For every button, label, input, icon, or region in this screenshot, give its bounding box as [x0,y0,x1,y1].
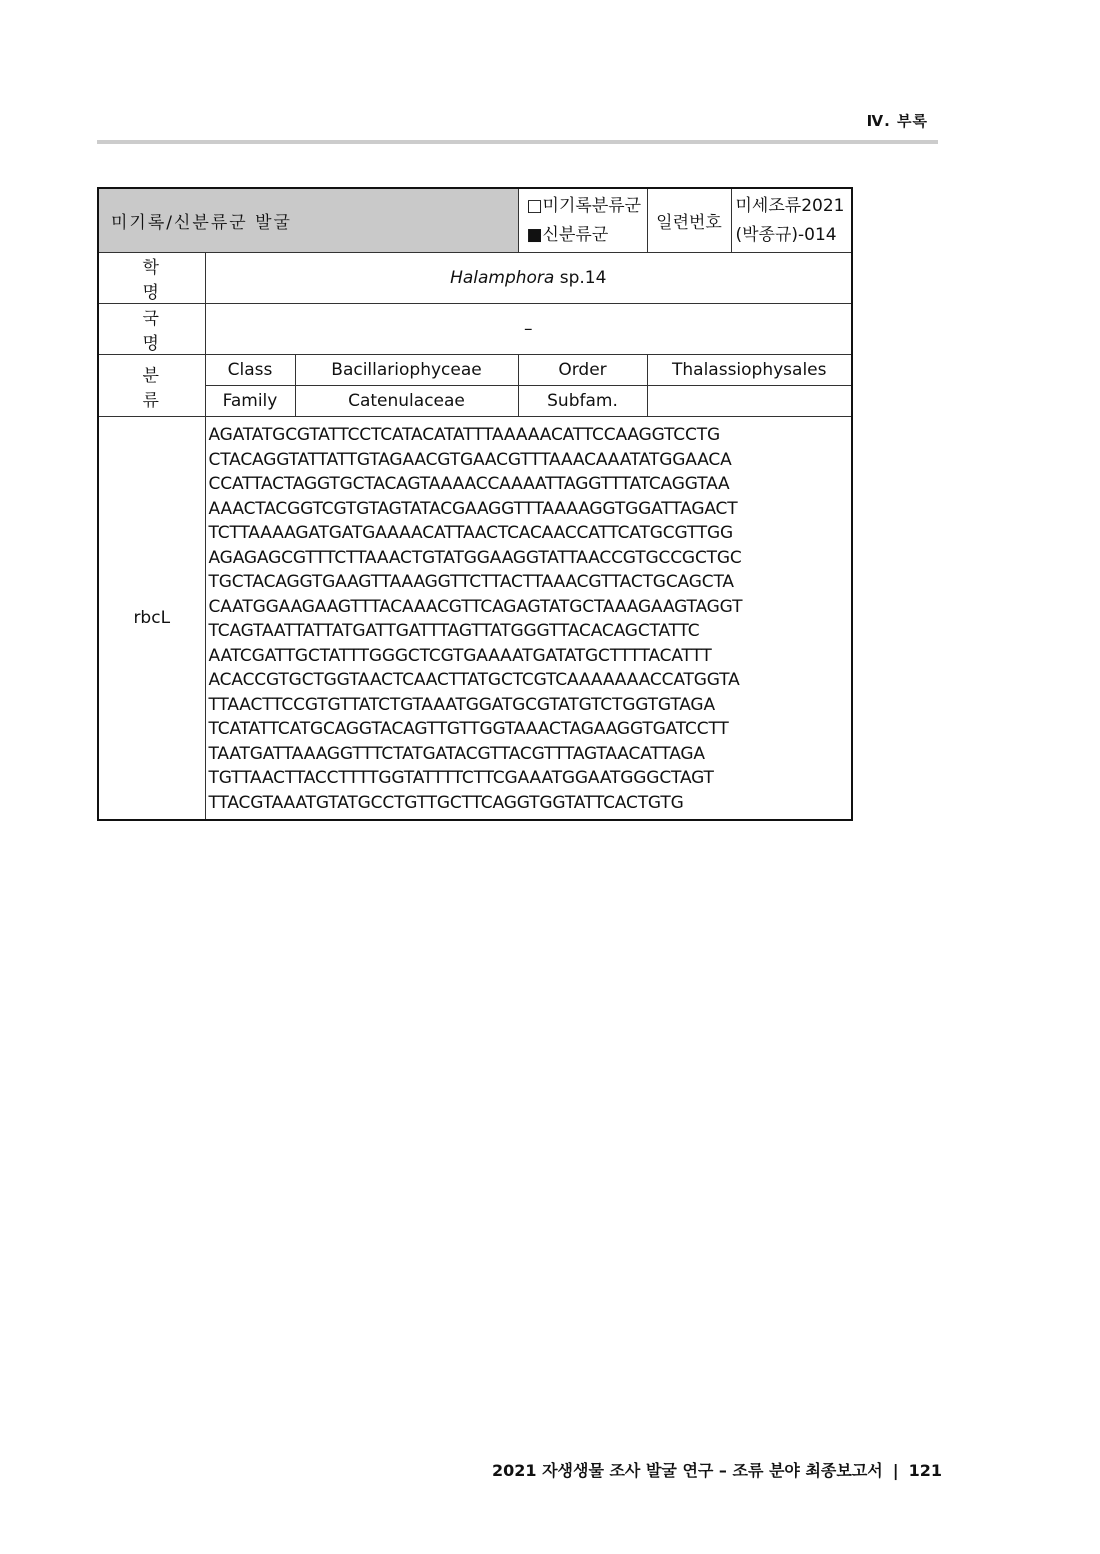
order-value: Thalassiophysales [647,355,852,386]
family-label: Family [205,386,295,417]
sequence-line: TCATATTCATGCAGGTACAGTTGTTGGTAAACTAGAAGGTGATCCTT [208,719,729,739]
scientific-name-label: 학명 [98,253,205,304]
sequence-line: CCATTACTAGGTGCTACAGTAAAACCAAAATTAGGTTTATCAGGTAA [208,474,730,494]
korean-name-label: 국명 [98,304,205,355]
sequence-line: AATCGATTGCTATTTGGGCTCGTGAAAATGATATGCTTTTACATTT [208,645,712,666]
header-rule [97,140,938,144]
serial-number [731,188,852,253]
sequence-line: AAACTACGGTCGTGTAGTATACGAAGGTTTAAAAGGTGGATTAGACT [208,498,738,519]
running-head: Ⅳ. 부록 [866,112,928,130]
option-new-taxon: ■신분류군 [526,224,609,245]
sequence-line: ACACCGTGCTGGTAACTCAACTTATGCTCGTCAAAAAAACCATGGTA [208,670,740,690]
page-footer [492,1458,942,1481]
sequence-line: AGATATGCGTATTCCTCATACATATTTAAAAACATTCCAAGGTCCTG [208,425,720,445]
order-label: Order [518,355,647,386]
subfamily-label: Subfam. [518,386,647,417]
sequence-line: TTAACTTCCGTGTTATCTGTAAATGGATGCGTATGTCTGGTGTAGA [208,694,715,715]
sequence-line: TGTTAACTTACCTTTTGGTATTTTCTTCGAAATGGAATGGGCTAGT [208,768,714,788]
subfamily-value [647,386,852,417]
korean-name: – [205,304,852,355]
option-unrecorded: □미기록분류군 [526,195,642,216]
footer-separator: | [892,1461,899,1480]
rbcl-sequence [205,417,852,821]
status-checkboxes [518,188,647,253]
sequence-line: TAATGATTAAAGGTTTCTATGATACGTTACGTTTAGTAACATTAGA [208,743,705,764]
sequence-line: CAATGGAAGAAGTTTACAAACGTTCAGAGTATGCTAAAGAAGTAGGT [208,596,743,617]
class-label: Class [205,355,295,386]
sequence-line: TGCTACAGGTGAAGTTAAAGGTTCTTACTTAAACGTTACTGCAGCTA [208,572,734,592]
family-value: Catenulaceae [295,386,518,417]
marker-label: rbcL [98,417,205,821]
sequence-line: CTACAGGTATTATTGTAGAACGTGAACGTTTAAACAAATATGGAACA [208,449,732,470]
new-taxon-record-table [97,187,853,821]
sequence-line: TTACGTAAATGTATGCCTGTTGCTTCAGGTGGTATTCACTGTG [208,792,684,813]
page-number: 121 [908,1461,942,1480]
report-title: 2021 자생생물 조사 발굴 연구 – 조류 분야 최종보고서 [491,1461,883,1480]
sequence-line: AGAGAGCGTTTCTTAAACTGTATGGAAGGTATTAACCGTGCCGCTGC [208,547,742,568]
serial-line-1: 미세조류2021 [735,195,845,216]
sequence-line: TCTTAAAAGATGATGAAAACATTAACTCACAACCATTCATGCGTTGG [208,523,734,543]
serial-label: 일련번호 [647,188,731,253]
banner-title: 미기록/신분류군 발굴 [98,188,518,253]
species-epithet: sp.14 [554,268,607,288]
scientific-name [205,253,852,304]
sequence-line: TCAGTAATTATTATGATTGATTTAGTTATGGGTTACACAGCTATTC [208,621,700,641]
taxonomy-label: 분류 [98,355,205,417]
class-value: Bacillariophyceae [295,355,518,386]
serial-line-2: (박종규)-014 [735,224,837,245]
genus-name: Halamphora [450,268,555,288]
